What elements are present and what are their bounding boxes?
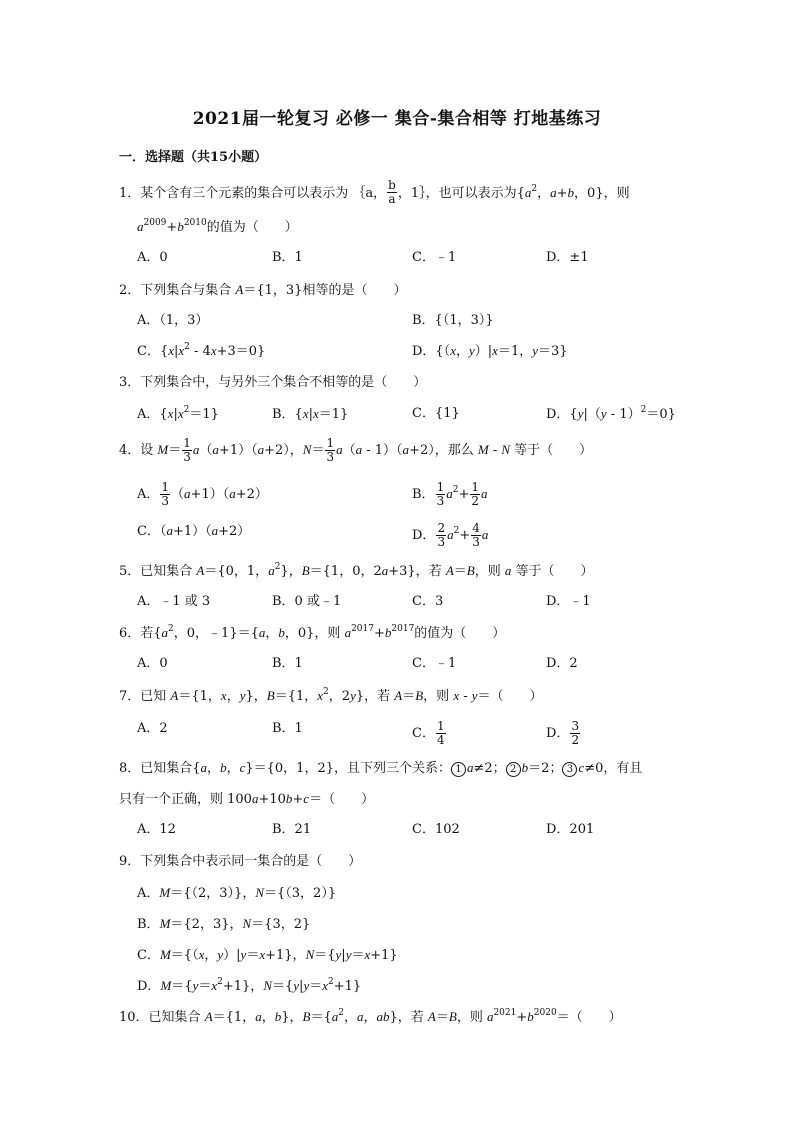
question-10-stem: 10．已知集合 A＝{1，a，b}，$B=\{a^2$，a，ab}，若 A＝B，则 $a^{2021}+b^{2020}=$（ ）	[119, 1008, 622, 1025]
question-6-stem: 6．若{$a^2$，0，﹣1}＝{a，b，0}，则 $a^{2017}+b^{2017}$的值为（ ）	[119, 624, 506, 641]
q5-option-a[interactable]: A．﹣1 或 3	[137, 594, 211, 609]
q5-option-b[interactable]: B．0 或﹣1	[272, 594, 342, 609]
question-5-stem: 5．已知集合 A＝{0，1，$a^2$}，B＝{1，0，2a+3}，若 A＝B，则 a 等于（ ）	[119, 562, 594, 579]
q2-option-a[interactable]: A．（1，3）	[137, 313, 209, 328]
q1-option-b[interactable]: B．1	[272, 250, 303, 265]
question-2-stem: 2．下列集合与集合 A＝{1，3}相等的是（ ）	[119, 282, 407, 298]
q6-option-a[interactable]: A．0	[137, 656, 168, 671]
q8-option-d[interactable]: D．201	[546, 822, 595, 837]
q3-option-c[interactable]: C．{1}	[412, 406, 460, 421]
q9-option-d[interactable]: D．$M=\{y=x^2+1\}$，$N=\{y|y=x^2+1\}$	[137, 977, 362, 994]
q8-option-c[interactable]: C．102	[412, 822, 460, 837]
q9-option-c[interactable]: C．M＝{（x，y）|y＝x+1}，N＝{y|y＝x+1}	[137, 947, 398, 963]
q4-option-c[interactable]: C．（a+1）（a+2）	[137, 523, 251, 539]
q9-option-a[interactable]: A．M＝{（2，3）}，N＝{（3，2）}	[137, 885, 337, 901]
section-heading: 一．选择题（共15小题）	[119, 150, 268, 165]
document-title: 2021届一轮复习 必修一 集合-集合相等 打地基练习	[192, 109, 602, 129]
q3-option-a[interactable]: A．$\{x|x^2=1\}$	[137, 405, 219, 422]
question-1-stem: 1．某个含有三个元素的集合可以表示为 ｛a， $\frac{b}{a}$ ，1｝，也可以表示为{$a^2$，a+b，0}，则	[119, 178, 630, 206]
question-7-stem: 7．已知 A＝{1，x，y}，B＝{1，$x^2$，2y}，若 A＝B，则 x - y＝（ ）	[119, 687, 543, 704]
q1-option-d[interactable]: D．±1	[546, 250, 589, 265]
q7-option-c[interactable]: C． $\frac{1}{4}$	[412, 719, 445, 747]
q2-option-b[interactable]: B．{（1，3）}	[412, 313, 494, 328]
question-9-stem: 9．下列集合中表示同一集合的是（ ）	[119, 854, 362, 869]
q1-option-a[interactable]: A．0	[137, 250, 168, 265]
q3-option-b[interactable]: B．{x|x＝1}	[272, 406, 349, 422]
q7-option-b[interactable]: B．1	[272, 721, 303, 736]
question-4-stem: 4．设 M＝ $\frac{1}{3}$ a（a+1）（a+2），N＝ $\frac{1}{3}$ a（a - 1）（a+2），那么 M - N 等于（ ）	[119, 436, 593, 464]
question-1-stem-line2: $a^{2009}+b^{2010}$的值为（ ）	[137, 218, 298, 235]
q5-option-c[interactable]: C．3	[412, 594, 444, 609]
question-8-stem: 8．已知集合{a，b，c}＝{0，1，2}，且下列三个关系： 1 a≠2； 2 b＝2； 3 c≠0，有且	[119, 760, 643, 776]
question-8-stem-line2: 只有一个正确，则 100a+10b+c＝（ ）	[119, 791, 375, 807]
q4-option-b[interactable]: B． $\frac{1}{3}$ $a^2+$ $\frac{1}{2}$ a	[412, 480, 488, 508]
q6-option-d[interactable]: D．2	[546, 656, 578, 671]
q5-option-d[interactable]: D．﹣1	[546, 594, 591, 609]
q6-option-c[interactable]: C．﹣1	[412, 656, 457, 671]
q2-option-c[interactable]: C．$\{x|x^2 - 4x+3=0\}$	[137, 342, 266, 359]
q4-option-d[interactable]: D． $\frac{2}{3}$ $a^2+$ $\frac{4}{3}$ a	[412, 521, 489, 549]
q8-option-b[interactable]: B．21	[272, 822, 312, 837]
q2-option-d[interactable]: D．{（x，y）|x＝1，y＝3}	[412, 343, 568, 359]
q7-option-a[interactable]: A．2	[137, 721, 168, 736]
q7-option-d[interactable]: D． $\frac{3}{2}$	[546, 719, 580, 747]
q1-option-c[interactable]: C．﹣1	[412, 250, 457, 265]
q8-option-a[interactable]: A．12	[137, 822, 176, 837]
q3-option-d[interactable]: D．{y|（y - 1）$^2$＝0}	[546, 405, 676, 422]
q6-option-b[interactable]: B．1	[272, 656, 303, 671]
q4-option-a[interactable]: A． $\frac{1}{3}$ （a+1）（a+2）	[137, 480, 268, 508]
question-3-stem: 3．下列集合中，与另外三个集合不相等的是（ ）	[119, 375, 427, 390]
q9-option-b[interactable]: B．M＝{2，3}，N＝{3，2}	[137, 916, 311, 932]
